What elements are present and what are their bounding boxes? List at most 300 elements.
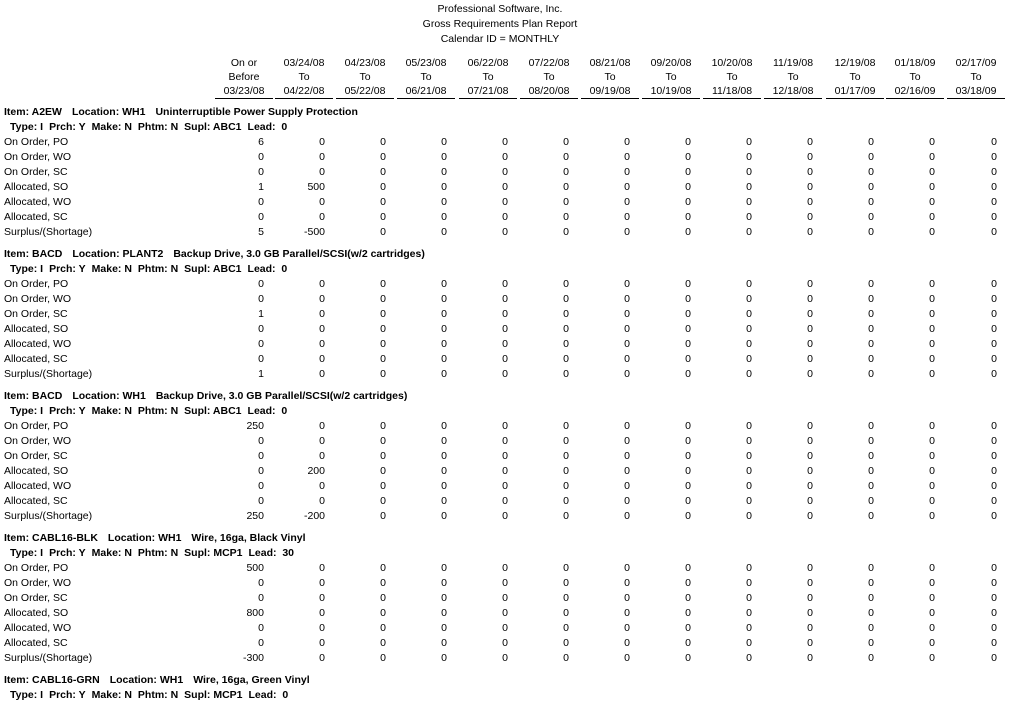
item-attributes: [10, 546, 300, 560]
row-value: 0: [685, 211, 691, 223]
row-value: 0: [624, 151, 630, 163]
row-value: 0: [746, 136, 752, 148]
row-value: 0: [624, 166, 630, 178]
row-value: 0: [502, 652, 508, 664]
row-value: 0: [624, 637, 630, 649]
row-label: Surplus/(Shortage): [4, 652, 93, 664]
item-description: Uninterruptible Power Supply Protection: [155, 106, 358, 118]
column-header: [397, 56, 455, 99]
row-value: 0: [441, 592, 447, 604]
column-header: [886, 56, 944, 99]
item-phtm: Phtm: N: [137, 689, 179, 701]
row-value: 0: [380, 435, 386, 447]
row-value: 0: [319, 353, 325, 365]
row-label: On Order, PO: [4, 420, 69, 432]
row-value: 0: [319, 577, 325, 589]
row-value: 0: [441, 293, 447, 305]
row-value: 0: [868, 577, 874, 589]
row-value: 0: [807, 181, 813, 193]
row-value: 0: [929, 450, 935, 462]
row-value: 0: [441, 562, 447, 574]
item-header: [4, 105, 368, 119]
column-header-line: 04/22/08: [275, 84, 333, 99]
row-value: 0: [807, 308, 813, 320]
row-value: 0: [929, 308, 935, 320]
row-value: 0: [441, 420, 447, 432]
row-value: 0: [380, 293, 386, 305]
row-value: 0: [319, 435, 325, 447]
item-header: [4, 673, 320, 687]
row-value: 0: [502, 181, 508, 193]
row-value: 0: [258, 293, 264, 305]
row-value: 0: [319, 562, 325, 574]
row-value: 0: [441, 637, 447, 649]
item-phtm: Phtm: N: [137, 263, 179, 275]
row-value: 0: [685, 353, 691, 365]
row-value: 0: [685, 652, 691, 664]
row-label: Allocated, WO: [4, 622, 72, 634]
row-value: 0: [991, 622, 997, 634]
row-value: 0: [624, 510, 630, 522]
row-value: 0: [868, 226, 874, 238]
row-value: -300: [242, 652, 264, 664]
row-value: 0: [868, 136, 874, 148]
column-header-line: 02/17/09: [955, 57, 997, 69]
row-value: 500: [307, 181, 325, 193]
column-header-line: 10/19/08: [642, 84, 700, 99]
row-value: 0: [746, 420, 752, 432]
row-value: 0: [563, 308, 569, 320]
item-make: Make: N: [91, 547, 132, 559]
item-make: Make: N: [91, 405, 132, 417]
row-value: 0: [624, 226, 630, 238]
row-value: 0: [380, 151, 386, 163]
row-value: 0: [441, 151, 447, 163]
row-value: 0: [746, 480, 752, 492]
row-value: 0: [991, 368, 997, 380]
row-value: 0: [319, 480, 325, 492]
table-row: [0, 135, 1014, 150]
row-value: 0: [807, 136, 813, 148]
row-value: 0: [746, 211, 752, 223]
row-value: 0: [868, 510, 874, 522]
row-value: 0: [868, 480, 874, 492]
row-label: Surplus/(Shortage): [4, 510, 93, 522]
row-value: 0: [563, 435, 569, 447]
report-title: Gross Requirements Plan Report: [422, 18, 578, 30]
column-header-line: To: [665, 71, 677, 83]
row-value: 0: [319, 211, 325, 223]
row-value: 0: [502, 226, 508, 238]
row-value: 0: [380, 211, 386, 223]
row-value: 0: [685, 592, 691, 604]
row-value: 0: [868, 592, 874, 604]
table-row: [0, 277, 1014, 292]
row-value: 0: [746, 293, 752, 305]
column-header: [520, 56, 578, 99]
column-header-line: To: [909, 71, 921, 83]
row-value: 0: [441, 577, 447, 589]
row-value: 0: [929, 136, 935, 148]
row-value: 0: [563, 338, 569, 350]
row-value: 0: [502, 196, 508, 208]
row-value: 0: [685, 465, 691, 477]
row-value: 0: [563, 151, 569, 163]
row-value: 0: [319, 607, 325, 619]
row-value: 0: [502, 480, 508, 492]
row-value: 0: [563, 510, 569, 522]
row-value: 0: [624, 622, 630, 634]
row-value: 0: [563, 211, 569, 223]
row-value: 0: [380, 338, 386, 350]
row-value: 0: [502, 577, 508, 589]
row-value: 0: [807, 278, 813, 290]
row-value: 0: [502, 278, 508, 290]
row-value: 0: [380, 450, 386, 462]
row-value: 0: [746, 622, 752, 634]
table-row: [0, 352, 1014, 367]
item-description: Wire, 16ga, Green Vinyl: [193, 674, 310, 686]
row-value: 0: [319, 308, 325, 320]
item-lead: Lead: 0: [248, 689, 289, 701]
row-value: 0: [807, 465, 813, 477]
column-header: [215, 56, 273, 99]
item-location: Location: PLANT2: [72, 248, 164, 260]
row-value: 0: [868, 308, 874, 320]
item-type: Type: I: [10, 263, 44, 275]
row-value: -200: [303, 510, 325, 522]
row-value: 0: [624, 196, 630, 208]
row-value: 0: [563, 420, 569, 432]
row-value: 0: [380, 577, 386, 589]
row-value: 0: [502, 607, 508, 619]
row-value: 0: [991, 151, 997, 163]
row-value: 0: [929, 435, 935, 447]
row-value: 0: [929, 368, 935, 380]
row-value: 0: [380, 622, 386, 634]
row-value: 0: [685, 196, 691, 208]
row-value: 0: [868, 278, 874, 290]
row-value: 0: [258, 151, 264, 163]
column-header-line: 11/18/08: [703, 84, 761, 99]
row-value: 0: [502, 211, 508, 223]
row-value: 0: [502, 562, 508, 574]
item-type: Type: I: [10, 689, 44, 701]
row-value: 0: [991, 637, 997, 649]
row-value: 0: [929, 226, 935, 238]
item-code: Item: A2EW: [4, 106, 62, 118]
row-value: 0: [502, 338, 508, 350]
row-value: 0: [624, 211, 630, 223]
row-value: 0: [991, 577, 997, 589]
row-value: 0: [502, 293, 508, 305]
row-value: 0: [319, 622, 325, 634]
column-header-line: 01/17/09: [826, 84, 884, 99]
row-label: On Order, WO: [4, 577, 72, 589]
row-value: 0: [624, 465, 630, 477]
row-value: 0: [563, 293, 569, 305]
row-value: 1: [258, 368, 264, 380]
row-value: 0: [380, 420, 386, 432]
row-value: 0: [991, 308, 997, 320]
row-value: 250: [246, 510, 264, 522]
item-make: Make: N: [91, 263, 132, 275]
item-location: Location: WH1: [71, 106, 146, 118]
row-value: 0: [441, 181, 447, 193]
row-value: 0: [807, 226, 813, 238]
row-value: 0: [502, 495, 508, 507]
row-value: 0: [380, 196, 386, 208]
row-value: 0: [685, 308, 691, 320]
row-value: 0: [991, 480, 997, 492]
table-row: [0, 494, 1014, 509]
row-value: 0: [746, 353, 752, 365]
item-type: Type: I: [10, 405, 44, 417]
row-value: 0: [441, 278, 447, 290]
row-value: 0: [868, 211, 874, 223]
column-header-line: To: [787, 71, 799, 83]
row-value: 0: [502, 637, 508, 649]
row-value: 0: [624, 480, 630, 492]
row-label: Allocated, WO: [4, 196, 72, 208]
row-value: 0: [991, 465, 997, 477]
row-value: 0: [929, 465, 935, 477]
row-value: 0: [563, 278, 569, 290]
row-value: 0: [624, 450, 630, 462]
row-label: Allocated, SO: [4, 465, 69, 477]
row-value: 0: [868, 181, 874, 193]
column-header-line: To: [543, 71, 555, 83]
row-value: 0: [563, 181, 569, 193]
row-value: 0: [807, 368, 813, 380]
row-value: 0: [991, 181, 997, 193]
row-value: 0: [746, 577, 752, 589]
item-attributes: [10, 688, 294, 702]
row-value: 250: [246, 420, 264, 432]
row-value: 0: [685, 368, 691, 380]
row-value: 0: [807, 323, 813, 335]
row-value: 0: [746, 495, 752, 507]
column-header-line: Before: [228, 71, 260, 83]
row-value: 0: [868, 353, 874, 365]
row-value: 0: [441, 495, 447, 507]
row-value: 0: [991, 562, 997, 574]
column-header: [764, 56, 822, 99]
row-value: 0: [624, 323, 630, 335]
item-attributes: [10, 404, 293, 418]
row-value: 0: [807, 577, 813, 589]
row-value: 0: [441, 465, 447, 477]
table-row: [0, 322, 1014, 337]
column-header-line: To: [482, 71, 494, 83]
row-value: 0: [868, 562, 874, 574]
row-value: 0: [380, 562, 386, 574]
row-label: On Order, WO: [4, 435, 72, 447]
row-value: 0: [685, 323, 691, 335]
table-row: [0, 165, 1014, 180]
column-header-line: To: [298, 71, 310, 83]
row-label: On Order, PO: [4, 562, 69, 574]
row-value: 0: [868, 420, 874, 432]
row-value: 0: [380, 278, 386, 290]
column-header-line: 10/20/08: [711, 57, 753, 69]
row-value: 0: [685, 637, 691, 649]
column-header-line: 08/21/08: [589, 57, 631, 69]
row-value: 0: [991, 323, 997, 335]
column-header-line: 03/18/09: [947, 84, 1005, 99]
row-value: 0: [441, 196, 447, 208]
row-value: 0: [807, 353, 813, 365]
row-value: 0: [380, 136, 386, 148]
row-value: 0: [319, 495, 325, 507]
row-value: 0: [258, 465, 264, 477]
row-value: 0: [929, 562, 935, 574]
column-header: [826, 56, 884, 99]
row-value: 0: [929, 577, 935, 589]
table-row: [0, 367, 1014, 382]
row-value: 0: [929, 637, 935, 649]
row-value: 0: [563, 353, 569, 365]
row-value: 0: [502, 353, 508, 365]
row-value: 0: [868, 465, 874, 477]
row-value: 0: [868, 450, 874, 462]
item-supplier: Supl: MCP1: [184, 689, 243, 701]
row-label: On Order, PO: [4, 136, 69, 148]
row-value: 0: [868, 622, 874, 634]
table-row: [0, 195, 1014, 210]
table-row: [0, 591, 1014, 606]
row-value: 0: [929, 607, 935, 619]
column-header-line: 07/22/08: [528, 57, 570, 69]
row-value: 0: [441, 338, 447, 350]
row-value: 0: [746, 323, 752, 335]
item-location: Location: WH1: [72, 390, 146, 402]
item-code: Item: CABL16-BLK: [4, 532, 98, 544]
table-row: [0, 210, 1014, 225]
row-value: 1: [258, 308, 264, 320]
row-value: 0: [807, 338, 813, 350]
row-label: On Order, SC: [4, 592, 68, 604]
row-value: 0: [502, 151, 508, 163]
row-value: 0: [380, 495, 386, 507]
row-value: 0: [380, 592, 386, 604]
column-header-line: To: [726, 71, 738, 83]
column-header-line: 12/18/08: [764, 84, 822, 99]
row-value: 0: [258, 166, 264, 178]
row-value: 800: [246, 607, 264, 619]
item-location: Location: WH1: [109, 674, 184, 686]
item-prch: Prch: Y: [49, 121, 86, 133]
column-header-line: 03/23/08: [215, 84, 273, 99]
row-value: 0: [258, 211, 264, 223]
row-value: 0: [807, 622, 813, 634]
row-value: 0: [807, 450, 813, 462]
row-value: 0: [380, 510, 386, 522]
item-prch: Prch: Y: [49, 405, 86, 417]
item-make: Make: N: [91, 689, 132, 701]
column-header-line: To: [849, 71, 861, 83]
column-header-line: 09/19/08: [581, 84, 639, 99]
item-header: [4, 247, 435, 261]
row-value: 0: [319, 196, 325, 208]
row-value: 6: [258, 136, 264, 148]
row-value: 0: [685, 166, 691, 178]
row-value: 0: [746, 338, 752, 350]
item-location: Location: WH1: [107, 532, 182, 544]
table-row: [0, 479, 1014, 494]
row-value: 0: [563, 495, 569, 507]
row-value: 0: [258, 323, 264, 335]
row-value: 0: [868, 323, 874, 335]
row-value: 0: [929, 211, 935, 223]
row-label: On Order, SC: [4, 308, 68, 320]
row-value: 0: [441, 510, 447, 522]
row-value: 0: [380, 637, 386, 649]
row-label: On Order, WO: [4, 151, 72, 163]
item-code: Item: BACD: [4, 390, 63, 402]
row-value: 0: [319, 151, 325, 163]
column-header-line: To: [359, 71, 371, 83]
row-value: 0: [685, 136, 691, 148]
row-value: 0: [502, 136, 508, 148]
row-value: 0: [685, 151, 691, 163]
item-lead: Lead: 0: [247, 405, 288, 417]
row-value: 0: [563, 480, 569, 492]
row-value: 0: [807, 510, 813, 522]
row-value: 0: [991, 652, 997, 664]
row-value: 0: [441, 622, 447, 634]
column-header-line: 02/16/09: [886, 84, 944, 99]
row-value: 0: [258, 353, 264, 365]
row-value: 0: [380, 480, 386, 492]
column-header-line: To: [604, 71, 616, 83]
row-value: 0: [746, 278, 752, 290]
row-value: 0: [441, 480, 447, 492]
row-value: 0: [746, 652, 752, 664]
row-value: 0: [929, 293, 935, 305]
row-value: 0: [380, 652, 386, 664]
row-value: 0: [746, 450, 752, 462]
row-value: 0: [624, 562, 630, 574]
row-value: 0: [258, 592, 264, 604]
column-header: [642, 56, 700, 99]
row-value: 0: [319, 293, 325, 305]
item-supplier: Supl: ABC1: [184, 405, 242, 417]
row-value: 0: [563, 592, 569, 604]
table-row: [0, 292, 1014, 307]
table-row: [0, 561, 1014, 576]
row-value: 0: [441, 308, 447, 320]
row-value: 0: [258, 196, 264, 208]
row-label: On Order, SC: [4, 450, 68, 462]
item-supplier: Supl: ABC1: [184, 263, 242, 275]
row-value: 0: [868, 293, 874, 305]
row-label: Surplus/(Shortage): [4, 368, 93, 380]
row-value: 0: [991, 166, 997, 178]
row-value: 0: [991, 450, 997, 462]
row-value: 0: [319, 592, 325, 604]
row-value: 0: [929, 196, 935, 208]
row-value: 0: [624, 278, 630, 290]
row-value: 0: [624, 308, 630, 320]
item-header: [4, 531, 316, 545]
row-value: 0: [807, 607, 813, 619]
row-value: 0: [991, 278, 997, 290]
row-label: On Order, WO: [4, 293, 72, 305]
row-label: On Order, PO: [4, 278, 69, 290]
row-value: 0: [502, 510, 508, 522]
row-value: 0: [502, 323, 508, 335]
